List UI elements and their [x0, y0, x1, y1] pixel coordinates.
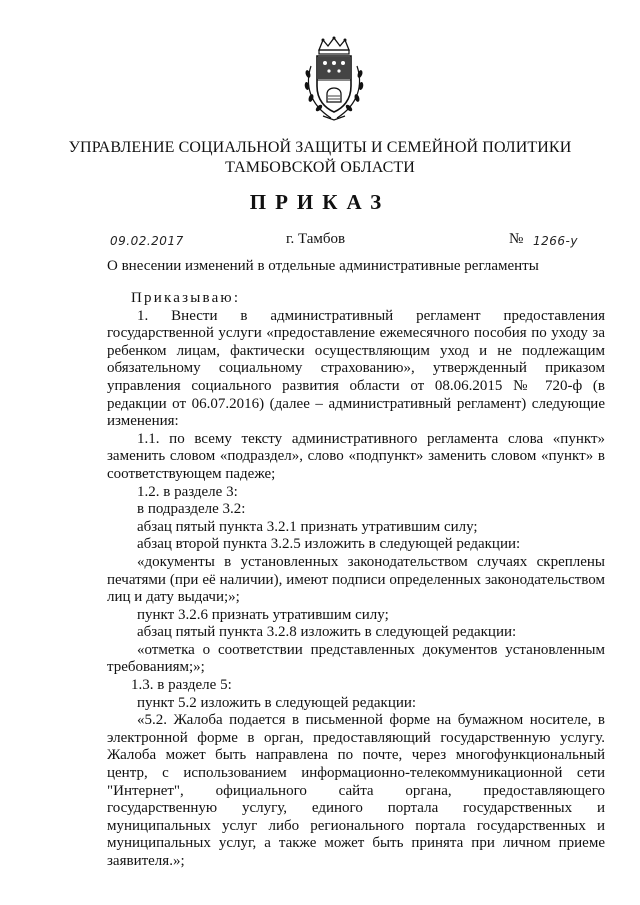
number-sign: № — [509, 231, 524, 247]
order-preamble: Приказываю: — [131, 290, 241, 306]
paragraph-1-2: 1.2. в разделе 3: — [137, 483, 238, 500]
document-number: 1266-у — [533, 234, 578, 248]
paragraph-3-2-8: абзац пятый пункта 3.2.8 изложить в следующей редакции: — [137, 624, 517, 641]
document-city: г. Тамбов — [286, 231, 346, 247]
coat-of-arms-icon — [297, 36, 371, 122]
paragraph-1-3: 1.3. в разделе 5: — [131, 677, 232, 694]
paragraph-1-1: 1.1. по всему тексту административного регламента слова «пункт» заменить словом «подраздел», слово «подпункт» заменить словом «пункт» в соответствующем падеже; — [107, 430, 605, 482]
paragraph-5-2-text: «5.2. Жалоба подается в письменной форме на бумажном носителе, в электронной форме в орган, предоставляющий государственную услугу. Жалоба может быть направлена по почте, через многофункциональный центр, с использованием информационно-телекоммуникационной сети "Интернет", официального сайта органа, предоставляющего государственную услугу, единого портала государственных и муниципальных услуг либо регионального портала государственных и муниципальных услуг, а также может быть принята при личном приеме заявителя.»; — [107, 712, 605, 869]
document-body — [107, 290, 605, 871]
document-date: 09.02.2017 — [110, 234, 184, 248]
paragraph-1: 1. Внести в административный регламент предоставления государственной услуги «предоставление ежемесячного пособия по уходу за ребенком лицам, фактически осуществляющим уход и не подлежащим обязательному социальному страхованию», утвержденный приказом управления социального развития области от 08.06.2015 № 720-ф (в редакции от 06.07.2016) (далее – административный регламент) следующие изменения: — [107, 307, 605, 430]
agency-name-line2: ТАМБОВСКОЙ ОБЛАСТИ — [225, 159, 415, 176]
document-subject: О внесении изменений в отдельные административные регламенты — [107, 258, 539, 274]
document-title: ПРИКАЗ — [249, 190, 391, 214]
paragraph-5-2: пункт 5.2 изложить в следующей редакции: — [137, 694, 417, 711]
agency-name-line1: УПРАВЛЕНИЕ СОЦИАЛЬНОЙ ЗАЩИТЫ И СЕМЕЙНОЙ ПОЛИТИКИ — [68, 139, 572, 156]
paragraph-3-2-8-text: «отметка о соответствии представленных документов установленным требованиям;»; — [107, 641, 605, 676]
paragraph-3-2-6: пункт 3.2.6 признать утратившим силу; — [137, 606, 389, 623]
paragraph-3-2-1: абзац пятый пункта 3.2.1 признать утратившим силу; — [137, 518, 478, 535]
paragraph-3-2-5: абзац второй пункта 3.2.5 изложить в следующей редакции: — [137, 536, 521, 553]
paragraph-subsection-3-2: в подразделе 3.2: — [137, 501, 246, 518]
paragraph-3-2-5-text: «документы в установленных законодательством случаях скреплены печатями (при её наличии), имеют подписи определенных законодательством лиц и дату выдачи;»; — [107, 553, 605, 606]
